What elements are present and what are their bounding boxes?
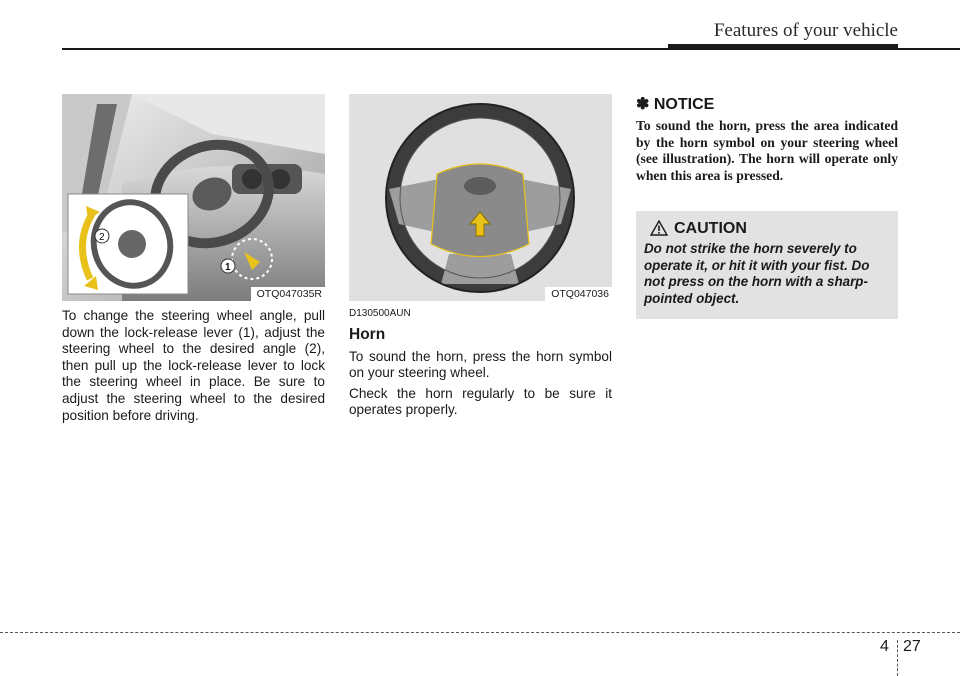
callout-2: 2 (99, 232, 105, 243)
horn-figure (349, 94, 612, 301)
warning-triangle-icon (650, 220, 668, 236)
header-rule-accent (668, 44, 898, 49)
horn-paragraph-1: To sound the horn, press the horn symbol on your steering wheel. (349, 349, 612, 380)
horn-section-title: Horn (349, 326, 386, 343)
page-number: 27 (903, 638, 921, 655)
section-code: D130500AUN (349, 308, 411, 319)
caution-text: Do not strike the horn severely to operate it, or hit it with your fist. Do not press on the horn with a sharp-pointed object. (644, 241, 870, 306)
column-notice (636, 94, 898, 184)
notice-title: ✽ NOTICE (636, 96, 715, 113)
footer-divider (897, 640, 898, 676)
footer-rule (0, 632, 960, 633)
figure-code: OTQ047036 (545, 287, 612, 301)
caution-box (636, 211, 898, 319)
callout-1: 1 (225, 262, 231, 273)
horn-paragraph-2: Check the horn regularly to be sure it operates properly. (349, 386, 612, 417)
column-steering-adjust (62, 94, 325, 424)
caution-title: CAUTION (674, 220, 747, 237)
notice-text: To sound the horn, press the area indicated by the horn symbol on your steering wheel (see illustration). The horn will operate only when this area is pressed. (636, 118, 898, 183)
steering-adjust-text: To change the steering wheel angle, pull down the lock-release lever (1), adjust the steering wheel to the desired angle (2), then pull up the lock-release lever to lock the steering wheel in place. Be sure to adjust the steering wheel to the desired position before driving. (62, 308, 325, 423)
column-horn (349, 94, 612, 418)
figure-code: OTQ047035R (251, 287, 325, 301)
steering-adjust-figure (62, 94, 325, 301)
horn-illustration (349, 94, 612, 301)
chapter-number: 4 (880, 638, 889, 655)
header-section-title: Features of your vehicle (713, 20, 898, 41)
steering-adjust-illustration (62, 94, 325, 301)
